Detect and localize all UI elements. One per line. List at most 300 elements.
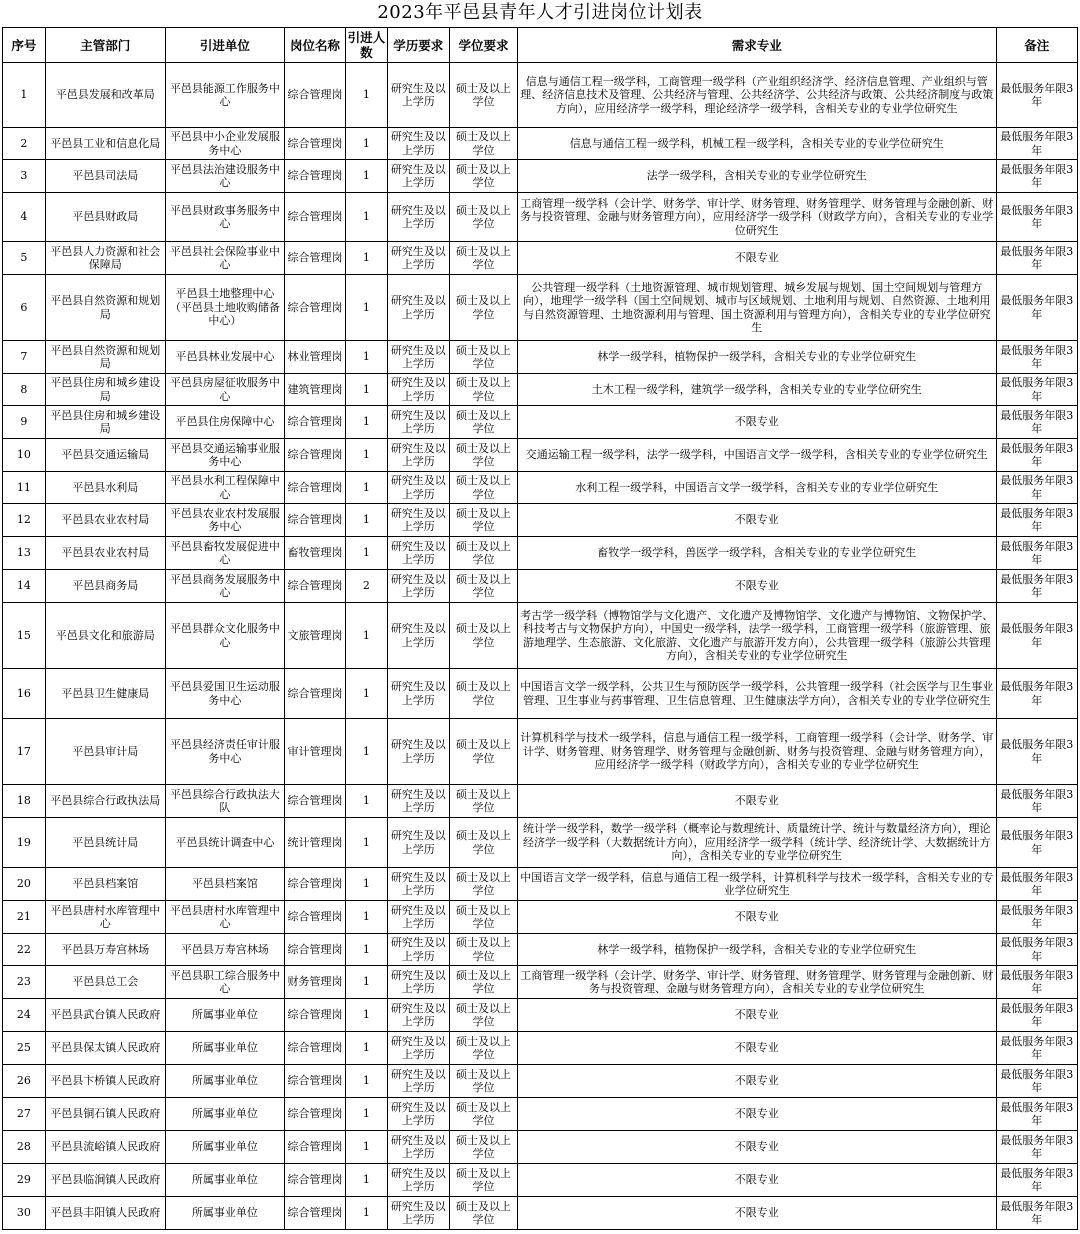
cell-major: 交通运输工程一级学科，法学一级学科，中国语言文学一级学科，含相关专业的专业学位研究生 — [518, 439, 996, 472]
cell-degree: 硕士及以上学位 — [449, 472, 517, 504]
cell-major: 不限专业 — [518, 570, 996, 603]
table-row — [3, 785, 1078, 818]
cell-major: 统计学一级学科，数学一级学科（概率论与数理统计、质量统计学、统计与数量经济方向），理论经济学一级学科（大数据统计方向），应用经济学一级学科（统计学、经济统计学、大数据统计方向），含相关专业的专业学位研究生 — [518, 818, 996, 868]
cell-no: 20 — [3, 868, 46, 901]
cell-note: 最低服务年限3年 — [996, 504, 1077, 537]
cell-dept: 平邑县卫生健康局 — [45, 669, 165, 719]
cell-no: 28 — [3, 1131, 46, 1164]
cell-note: 最低服务年限3年 — [996, 669, 1077, 719]
cell-note: 最低服务年限3年 — [996, 275, 1077, 341]
cell-degree: 硕士及以上学位 — [449, 934, 517, 966]
cell-edu: 研究生及以上学历 — [387, 374, 449, 406]
cell-degree: 硕士及以上学位 — [449, 1065, 517, 1098]
cell-count: 1 — [346, 275, 388, 341]
cell-no: 5 — [3, 242, 46, 275]
table-header-row — [3, 28, 1078, 63]
cell-post: 综合管理岗 — [284, 934, 345, 966]
cell-edu: 研究生及以上学历 — [387, 818, 449, 868]
cell-major: 法学一级学科，含相关专业的专业学位研究生 — [518, 160, 996, 193]
cell-edu: 研究生及以上学历 — [387, 439, 449, 472]
cell-edu: 研究生及以上学历 — [387, 934, 449, 966]
cell-dept: 平邑县水利局 — [45, 472, 165, 504]
cell-degree: 硕士及以上学位 — [449, 537, 517, 570]
cell-post: 综合管理岗 — [284, 439, 345, 472]
cell-post: 综合管理岗 — [284, 1032, 345, 1065]
cell-unit: 平邑县职工综合服务中心 — [165, 966, 284, 999]
table-row — [3, 160, 1078, 193]
cell-major: 不限专业 — [518, 1065, 996, 1098]
cell-edu: 研究生及以上学历 — [387, 1164, 449, 1197]
table-row — [3, 439, 1078, 472]
table-row — [3, 504, 1078, 537]
cell-count: 1 — [346, 719, 388, 785]
cell-edu: 研究生及以上学历 — [387, 669, 449, 719]
cell-dept: 平邑县农业农村局 — [45, 537, 165, 570]
cell-degree: 硕士及以上学位 — [449, 669, 517, 719]
cell-major: 不限专业 — [518, 504, 996, 537]
cell-post: 综合管理岗 — [284, 193, 345, 242]
cell-no: 8 — [3, 374, 46, 406]
cell-no: 14 — [3, 570, 46, 603]
cell-post: 综合管理岗 — [284, 785, 345, 818]
cell-post: 综合管理岗 — [284, 1164, 345, 1197]
cell-note: 最低服务年限3年 — [996, 934, 1077, 966]
cell-dept: 平邑县临涧镇人民政府 — [45, 1164, 165, 1197]
cell-dept: 平邑县统计局 — [45, 818, 165, 868]
header-count: 引进人数 — [346, 28, 388, 63]
cell-dept: 平邑县农业农村局 — [45, 504, 165, 537]
cell-no: 9 — [3, 406, 46, 439]
document-title: 2023年平邑县青年人才引进岗位计划表 — [377, 2, 703, 23]
cell-major: 公共管理一级学科（土地资源管理、城市规划管理、城乡发展与规划、国土空间规划与管理方向），地理学一级学科（国土空间规划、城市与区域规划、土地利用与规划、自然资源、土地利用与自然资源管理、土地资源利用与管理、国土资源利用与管理方向），含相关专业的专业学位研究生 — [518, 275, 996, 341]
cell-count: 1 — [346, 1098, 388, 1131]
cell-note: 最低服务年限3年 — [996, 193, 1077, 242]
cell-edu: 研究生及以上学历 — [387, 785, 449, 818]
cell-note: 最低服务年限3年 — [996, 374, 1077, 406]
cell-degree: 硕士及以上学位 — [449, 193, 517, 242]
header-edu: 学历要求 — [387, 28, 449, 63]
cell-count: 1 — [346, 504, 388, 537]
cell-note: 最低服务年限3年 — [996, 406, 1077, 439]
cell-degree: 硕士及以上学位 — [449, 603, 517, 669]
cell-major: 土木工程一级学科，建筑学一级学科，含相关专业的专业学位研究生 — [518, 374, 996, 406]
cell-count: 1 — [346, 901, 388, 934]
cell-no: 7 — [3, 341, 46, 374]
cell-degree: 硕士及以上学位 — [449, 242, 517, 275]
cell-note: 最低服务年限3年 — [996, 999, 1077, 1032]
cell-post: 综合管理岗 — [284, 275, 345, 341]
cell-degree: 硕士及以上学位 — [449, 868, 517, 901]
cell-major: 水利工程一级学科，中国语言文学一级学科，含相关专业的专业学位研究生 — [518, 472, 996, 504]
cell-no: 26 — [3, 1065, 46, 1098]
cell-note: 最低服务年限3年 — [996, 1065, 1077, 1098]
cell-degree: 硕士及以上学位 — [449, 719, 517, 785]
cell-degree: 硕士及以上学位 — [449, 570, 517, 603]
cell-degree: 硕士及以上学位 — [449, 128, 517, 160]
table-row — [3, 1197, 1078, 1230]
cell-edu: 研究生及以上学历 — [387, 719, 449, 785]
cell-unit: 所属事业单位 — [165, 1032, 284, 1065]
cell-note: 最低服务年限3年 — [996, 472, 1077, 504]
cell-major: 不限专业 — [518, 901, 996, 934]
cell-note: 最低服务年限3年 — [996, 160, 1077, 193]
cell-major: 不限专业 — [518, 785, 996, 818]
cell-count: 1 — [346, 1164, 388, 1197]
cell-count: 1 — [346, 1032, 388, 1065]
cell-count: 1 — [346, 160, 388, 193]
cell-major: 考古学一级学科（博物馆学与文化遗产、文化遗产及博物馆学、文化遗产与博物馆、文物保护学、科技考古与文物保护方向），中国史一级学科，法学一级学科，工商管理一级学科（旅游管理、旅游地理学、生态旅游、文化旅游、文化遗产与旅游开发方向），公共管理一级学科（旅游公共管理方向），含相关专业的专业学位研究生 — [518, 603, 996, 669]
cell-edu: 研究生及以上学历 — [387, 406, 449, 439]
cell-unit: 平邑县唐村水库管理中心 — [165, 901, 284, 934]
cell-unit: 平邑县能源工作服务中心 — [165, 63, 284, 128]
cell-post: 审计管理岗 — [284, 719, 345, 785]
cell-unit: 所属事业单位 — [165, 999, 284, 1032]
table-row — [3, 1065, 1078, 1098]
cell-dept: 平邑县丰阳镇人民政府 — [45, 1197, 165, 1230]
cell-unit: 平邑县经济责任审计服务中心 — [165, 719, 284, 785]
table-row — [3, 999, 1078, 1032]
table-row — [3, 1131, 1078, 1164]
table-row — [3, 341, 1078, 374]
cell-post: 综合管理岗 — [284, 160, 345, 193]
cell-count: 1 — [346, 999, 388, 1032]
cell-major: 工商管理一级学科（会计学、财务学、审计学、财务管理、财务管理学、财务管理与金融创新、财务与投资管理、金融与财务管理方向），含相关专业的专业学位研究生 — [518, 966, 996, 999]
cell-unit: 平邑县爱国卫生运动服务中心 — [165, 669, 284, 719]
table-row — [3, 719, 1078, 785]
cell-post: 综合管理岗 — [284, 999, 345, 1032]
cell-dept: 平邑县万寿宫林场 — [45, 934, 165, 966]
cell-edu: 研究生及以上学历 — [387, 868, 449, 901]
cell-post: 财务管理岗 — [284, 966, 345, 999]
cell-major: 不限专业 — [518, 999, 996, 1032]
cell-count: 1 — [346, 341, 388, 374]
table-row — [3, 472, 1078, 504]
cell-note: 最低服务年限3年 — [996, 868, 1077, 901]
header-no: 序号 — [3, 28, 46, 63]
cell-dept: 平邑县自然资源和规划局 — [45, 341, 165, 374]
table-row — [3, 1032, 1078, 1065]
cell-unit: 平邑县水利工程保障中心 — [165, 472, 284, 504]
cell-major: 畜牧学一级学科，兽医学一级学科，含相关专业的专业学位研究生 — [518, 537, 996, 570]
cell-degree: 硕士及以上学位 — [449, 1164, 517, 1197]
cell-note: 最低服务年限3年 — [996, 242, 1077, 275]
cell-no: 12 — [3, 504, 46, 537]
cell-dept: 平邑县自然资源和规划局 — [45, 275, 165, 341]
cell-dept: 平邑县武台镇人民政府 — [45, 999, 165, 1032]
cell-edu: 研究生及以上学历 — [387, 128, 449, 160]
cell-count: 1 — [346, 966, 388, 999]
cell-post: 综合管理岗 — [284, 242, 345, 275]
header-post: 岗位名称 — [284, 28, 345, 63]
table-row — [3, 242, 1078, 275]
cell-unit: 平邑县畜牧发展促进中心 — [165, 537, 284, 570]
cell-post: 综合管理岗 — [284, 504, 345, 537]
table-row — [3, 193, 1078, 242]
cell-edu: 研究生及以上学历 — [387, 1098, 449, 1131]
cell-unit: 平邑县财政事务服务中心 — [165, 193, 284, 242]
cell-no: 30 — [3, 1197, 46, 1230]
cell-note: 最低服务年限3年 — [996, 785, 1077, 818]
cell-dept: 平邑县唐村水库管理中心 — [45, 901, 165, 934]
header-dept: 主管部门 — [45, 28, 165, 63]
cell-count: 1 — [346, 439, 388, 472]
cell-edu: 研究生及以上学历 — [387, 472, 449, 504]
cell-post: 综合管理岗 — [284, 901, 345, 934]
table-row — [3, 275, 1078, 341]
cell-no: 3 — [3, 160, 46, 193]
cell-unit: 所属事业单位 — [165, 1065, 284, 1098]
cell-major: 信息与通信工程一级学科，工商管理一级学科（产业组织经济学、经济信息管理、产业组织与管理、经济信息技术及管理、公共经济与管理、公共经济学、公共经济与政策、公共经济制度与政策方向），应用经济学一级学科，理论经济学一级学科，含相关专业的专业学位研究生 — [518, 63, 996, 128]
cell-count: 1 — [346, 374, 388, 406]
cell-post: 综合管理岗 — [284, 1098, 345, 1131]
cell-major: 计算机科学与技术一级学科，信息与通信工程一级学科，工商管理一级学科（会计学、财务学、审计学、财务管理、财务管理学、财务管理与金融创新、财务与投资管理、金融与财务管理方向），应用经济学一级学科（财政学方向），含相关专业的专业学位研究生 — [518, 719, 996, 785]
cell-no: 18 — [3, 785, 46, 818]
cell-edu: 研究生及以上学历 — [387, 1065, 449, 1098]
cell-count: 1 — [346, 868, 388, 901]
table-row — [3, 669, 1078, 719]
cell-post: 综合管理岗 — [284, 1065, 345, 1098]
cell-post: 建筑管理岗 — [284, 374, 345, 406]
cell-unit: 平邑县综合行政执法大队 — [165, 785, 284, 818]
cell-edu: 研究生及以上学历 — [387, 1197, 449, 1230]
cell-post: 林业管理岗 — [284, 341, 345, 374]
cell-dept: 平邑县商务局 — [45, 570, 165, 603]
cell-note: 最低服务年限3年 — [996, 966, 1077, 999]
cell-post: 综合管理岗 — [284, 406, 345, 439]
cell-unit: 所属事业单位 — [165, 1098, 284, 1131]
cell-unit: 平邑县群众文化服务中心 — [165, 603, 284, 669]
cell-unit: 平邑县住房保障中心 — [165, 406, 284, 439]
cell-note: 最低服务年限3年 — [996, 439, 1077, 472]
cell-degree: 硕士及以上学位 — [449, 275, 517, 341]
cell-degree: 硕士及以上学位 — [449, 818, 517, 868]
cell-unit: 平邑县林业发展中心 — [165, 341, 284, 374]
cell-major: 不限专业 — [518, 242, 996, 275]
cell-degree: 硕士及以上学位 — [449, 785, 517, 818]
cell-edu: 研究生及以上学历 — [387, 570, 449, 603]
cell-note: 最低服务年限3年 — [996, 719, 1077, 785]
cell-note: 最低服务年限3年 — [996, 901, 1077, 934]
cell-note: 最低服务年限3年 — [996, 63, 1077, 128]
cell-no: 16 — [3, 669, 46, 719]
table-row — [3, 603, 1078, 669]
cell-edu: 研究生及以上学历 — [387, 63, 449, 128]
cell-edu: 研究生及以上学历 — [387, 537, 449, 570]
cell-dept: 平邑县司法局 — [45, 160, 165, 193]
cell-dept: 平邑县保太镇人民政府 — [45, 1032, 165, 1065]
cell-count: 1 — [346, 193, 388, 242]
cell-count: 1 — [346, 1065, 388, 1098]
cell-degree: 硕士及以上学位 — [449, 966, 517, 999]
cell-dept: 平邑县档案馆 — [45, 868, 165, 901]
cell-no: 25 — [3, 1032, 46, 1065]
cell-major: 信息与通信工程一级学科，机械工程一级学科，含相关专业的专业学位研究生 — [518, 128, 996, 160]
cell-no: 10 — [3, 439, 46, 472]
cell-no: 4 — [3, 193, 46, 242]
cell-no: 27 — [3, 1098, 46, 1131]
cell-edu: 研究生及以上学历 — [387, 1032, 449, 1065]
table-row — [3, 868, 1078, 901]
cell-edu: 研究生及以上学历 — [387, 504, 449, 537]
cell-no: 24 — [3, 999, 46, 1032]
cell-edu: 研究生及以上学历 — [387, 999, 449, 1032]
cell-dept: 平邑县交通运输局 — [45, 439, 165, 472]
cell-unit: 平邑县万寿宫林场 — [165, 934, 284, 966]
cell-major: 不限专业 — [518, 1197, 996, 1230]
table-row — [3, 966, 1078, 999]
table-row — [3, 128, 1078, 160]
cell-edu: 研究生及以上学历 — [387, 603, 449, 669]
cell-dept: 平邑县流峪镇人民政府 — [45, 1131, 165, 1164]
header-major: 需求专业 — [518, 28, 996, 63]
table-row — [3, 934, 1078, 966]
cell-edu: 研究生及以上学历 — [387, 341, 449, 374]
cell-degree: 硕士及以上学位 — [449, 1131, 517, 1164]
cell-edu: 研究生及以上学历 — [387, 1131, 449, 1164]
cell-degree: 硕士及以上学位 — [449, 1032, 517, 1065]
cell-no: 21 — [3, 901, 46, 934]
table-row — [3, 901, 1078, 934]
table-row — [3, 570, 1078, 603]
cell-unit: 平邑县档案馆 — [165, 868, 284, 901]
cell-no: 11 — [3, 472, 46, 504]
header-note: 备注 — [996, 28, 1077, 63]
cell-no: 19 — [3, 818, 46, 868]
cell-unit: 平邑县农业农村发展服务中心 — [165, 504, 284, 537]
cell-major: 中国语言文学一级学科，公共卫生与预防医学一级学科，公共管理一级学科（社会医学与卫生事业管理、卫生事业与药事管理、卫生信息管理、卫生健康法学方向），含相关专业的专业学位研究生 — [518, 669, 996, 719]
cell-unit: 平邑县房屋征收服务中心 — [165, 374, 284, 406]
cell-unit: 平邑县统计调查中心 — [165, 818, 284, 868]
cell-degree: 硕士及以上学位 — [449, 406, 517, 439]
cell-dept: 平邑县审计局 — [45, 719, 165, 785]
table-row — [3, 374, 1078, 406]
cell-post: 综合管理岗 — [284, 570, 345, 603]
cell-no: 13 — [3, 537, 46, 570]
table-row — [3, 406, 1078, 439]
table-body — [3, 63, 1078, 1230]
cell-edu: 研究生及以上学历 — [387, 242, 449, 275]
cell-no: 29 — [3, 1164, 46, 1197]
cell-count: 1 — [346, 472, 388, 504]
cell-unit: 所属事业单位 — [165, 1164, 284, 1197]
cell-degree: 硕士及以上学位 — [449, 1098, 517, 1131]
cell-post: 畜牧管理岗 — [284, 537, 345, 570]
header-unit: 引进单位 — [165, 28, 284, 63]
cell-edu: 研究生及以上学历 — [387, 193, 449, 242]
cell-count: 1 — [346, 537, 388, 570]
cell-no: 22 — [3, 934, 46, 966]
cell-no: 17 — [3, 719, 46, 785]
cell-unit: 平邑县社会保险事业中心 — [165, 242, 284, 275]
cell-major: 林学一级学科，植物保护一级学科，含相关专业的专业学位研究生 — [518, 934, 996, 966]
cell-note: 最低服务年限3年 — [996, 1197, 1077, 1230]
cell-post: 综合管理岗 — [284, 868, 345, 901]
table-row — [3, 537, 1078, 570]
position-plan-table — [2, 27, 1078, 1230]
cell-note: 最低服务年限3年 — [996, 603, 1077, 669]
cell-degree: 硕士及以上学位 — [449, 160, 517, 193]
cell-major: 不限专业 — [518, 1164, 996, 1197]
cell-count: 1 — [346, 242, 388, 275]
cell-post: 综合管理岗 — [284, 1197, 345, 1230]
cell-unit: 所属事业单位 — [165, 1197, 284, 1230]
cell-unit: 平邑县法治建设服务中心 — [165, 160, 284, 193]
cell-major: 不限专业 — [518, 406, 996, 439]
cell-note: 最低服务年限3年 — [996, 1131, 1077, 1164]
cell-note: 最低服务年限3年 — [996, 537, 1077, 570]
cell-dept: 平邑县铜石镇人民政府 — [45, 1098, 165, 1131]
cell-dept: 平邑县文化和旅游局 — [45, 603, 165, 669]
cell-major: 不限专业 — [518, 1098, 996, 1131]
cell-dept: 平邑县卞桥镇人民政府 — [45, 1065, 165, 1098]
cell-no: 1 — [3, 63, 46, 128]
cell-dept: 平邑县人力资源和社会保障局 — [45, 242, 165, 275]
cell-post: 综合管理岗 — [284, 472, 345, 504]
cell-count: 1 — [346, 406, 388, 439]
cell-dept: 平邑县住房和城乡建设局 — [45, 374, 165, 406]
cell-note: 最低服务年限3年 — [996, 128, 1077, 160]
cell-post: 统计管理岗 — [284, 818, 345, 868]
cell-count: 1 — [346, 1131, 388, 1164]
table-row — [3, 1098, 1078, 1131]
cell-major: 不限专业 — [518, 1131, 996, 1164]
cell-post: 综合管理岗 — [284, 669, 345, 719]
cell-post: 综合管理岗 — [284, 128, 345, 160]
cell-dept: 平邑县财政局 — [45, 193, 165, 242]
cell-unit: 平邑县商务发展服务中心 — [165, 570, 284, 603]
cell-degree: 硕士及以上学位 — [449, 1197, 517, 1230]
cell-edu: 研究生及以上学历 — [387, 275, 449, 341]
cell-dept: 平邑县综合行政执法局 — [45, 785, 165, 818]
cell-dept: 平邑县发展和改革局 — [45, 63, 165, 128]
cell-degree: 硕士及以上学位 — [449, 439, 517, 472]
table-row — [3, 818, 1078, 868]
cell-count: 1 — [346, 1197, 388, 1230]
cell-unit: 所属事业单位 — [165, 1131, 284, 1164]
cell-no: 6 — [3, 275, 46, 341]
cell-major: 工商管理一级学科（会计学、财务学、审计学、财务管理、财务管理学、财务管理与金融创新、财务与投资管理、金融与财务管理方向），应用经济学一级学科（财政学方向），含相关专业的专业学位研究生 — [518, 193, 996, 242]
cell-degree: 硕士及以上学位 — [449, 341, 517, 374]
cell-edu: 研究生及以上学历 — [387, 901, 449, 934]
cell-dept: 平邑县工业和信息化局 — [45, 128, 165, 160]
cell-major: 林学一级学科，植物保护一级学科，含相关专业的专业学位研究生 — [518, 341, 996, 374]
cell-post: 文旅管理岗 — [284, 603, 345, 669]
cell-count: 1 — [346, 603, 388, 669]
cell-note: 最低服务年限3年 — [996, 1164, 1077, 1197]
cell-post: 综合管理岗 — [284, 1131, 345, 1164]
cell-edu: 研究生及以上学历 — [387, 160, 449, 193]
cell-unit: 平邑县交通运输事业服务中心 — [165, 439, 284, 472]
cell-no: 15 — [3, 603, 46, 669]
cell-no: 2 — [3, 128, 46, 160]
cell-degree: 硕士及以上学位 — [449, 901, 517, 934]
cell-dept: 平邑县住房和城乡建设局 — [45, 406, 165, 439]
cell-degree: 硕士及以上学位 — [449, 374, 517, 406]
table-row — [3, 63, 1078, 128]
cell-count: 1 — [346, 785, 388, 818]
cell-unit: 平邑县土地整理中心（平邑县土地收购储备中心） — [165, 275, 284, 341]
cell-post: 综合管理岗 — [284, 63, 345, 128]
cell-note: 最低服务年限3年 — [996, 1098, 1077, 1131]
table-row — [3, 1164, 1078, 1197]
cell-note: 最低服务年限3年 — [996, 1032, 1077, 1065]
cell-major: 中国语言文学一级学科，信息与通信工程一级学科，计算机科学与技术一级学科，含相关专业的专业学位研究生 — [518, 868, 996, 901]
cell-degree: 硕士及以上学位 — [449, 999, 517, 1032]
cell-count: 1 — [346, 128, 388, 160]
cell-note: 最低服务年限3年 — [996, 570, 1077, 603]
cell-unit: 平邑县中小企业发展服务中心 — [165, 128, 284, 160]
cell-count: 1 — [346, 934, 388, 966]
